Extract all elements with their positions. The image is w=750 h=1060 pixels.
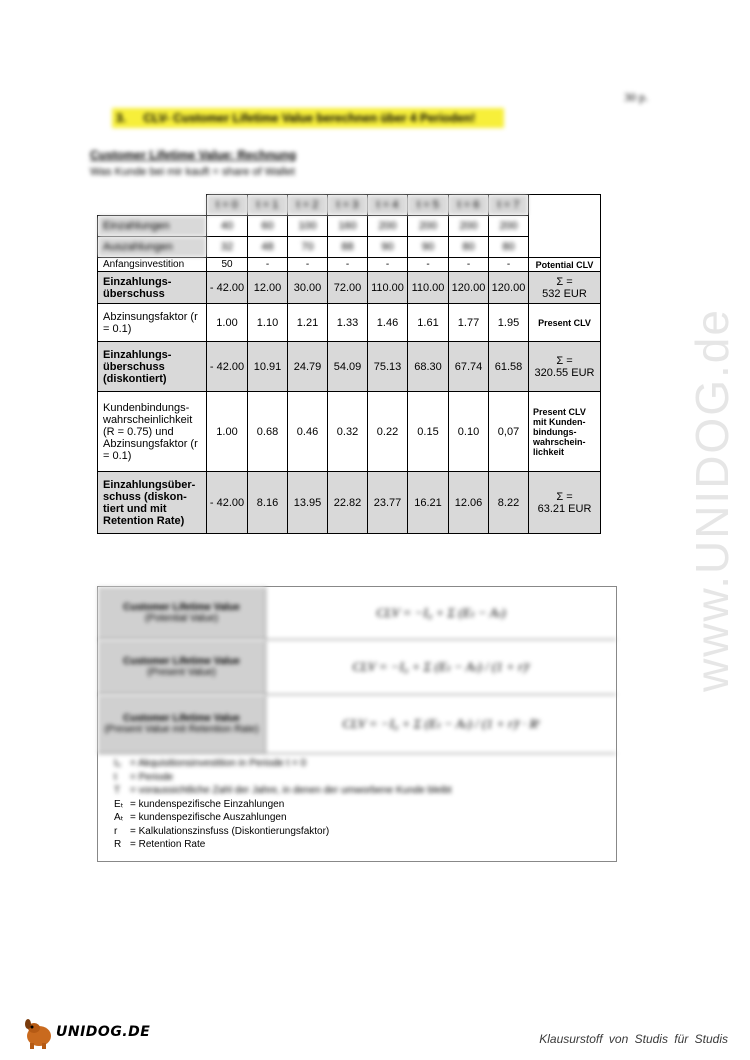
- table-row: [98, 472, 601, 534]
- period-header: t = 2: [288, 195, 328, 216]
- table-cell: 32: [207, 237, 248, 258]
- legend-text: = Kalkulationszinsfuss (Diskontierungsfaktor): [130, 825, 330, 837]
- table-cell: 60: [248, 216, 288, 237]
- table-row: [98, 342, 601, 392]
- table-cell: 100: [288, 216, 328, 237]
- table-cell: 0.68: [248, 392, 288, 472]
- table-cell: 200: [408, 216, 449, 237]
- table-cell: 10.91: [248, 342, 288, 392]
- table-cell: 0.32: [328, 392, 368, 472]
- task-title-text: CLV- Customer Lifetime Value berechnen über 4 Perioden!: [143, 111, 476, 125]
- table-cell: 40: [207, 216, 248, 237]
- table-row: [98, 258, 601, 272]
- table-row: [98, 392, 601, 472]
- formula-title: Customer Lifetime Value: [123, 656, 240, 667]
- legend-symbol: I₀: [114, 758, 121, 769]
- formula-row: [98, 587, 616, 640]
- formula-subtitle: (Present Value mit Retention Rate): [104, 724, 259, 735]
- table-cell: 1.77: [449, 304, 489, 342]
- row-label: Einzahlungs-überschuss: [98, 272, 207, 304]
- row-label: Abzinsungsfaktor (r = 0.1): [98, 304, 207, 342]
- logo-text: UNIDOG.DE: [56, 1024, 151, 1040]
- table-cell: - 42.00: [207, 272, 248, 304]
- table-cell: -: [288, 258, 328, 272]
- table-cell: 8.22: [489, 472, 529, 534]
- section-title: Customer Lifetime Value: Rechnung: [90, 148, 297, 162]
- row-label: Einzahlungen: [98, 216, 207, 237]
- formula-legend: [114, 757, 452, 852]
- formula-label: [98, 695, 266, 753]
- legend-symbol: Aₜ: [114, 812, 124, 823]
- formula-label: [98, 587, 266, 639]
- row-label: Auszahlungen: [98, 237, 207, 258]
- table-cell: 0,07: [489, 392, 529, 472]
- table-cell: 88: [328, 237, 368, 258]
- table-cell: -: [248, 258, 288, 272]
- table-cell: -: [449, 258, 489, 272]
- table-cell: 24.79: [288, 342, 328, 392]
- table-row: [98, 304, 601, 342]
- table-cell: -: [328, 258, 368, 272]
- table-cell: 80: [449, 237, 489, 258]
- formula-equation: CLV = −I₀ + Σ (Eₜ − Aₜ) / (1 + r)ᵗ · Rᵗ: [342, 716, 540, 731]
- table-cell: 13.95: [288, 472, 328, 534]
- table-cell: 23.77: [368, 472, 408, 534]
- period-header: t = 3: [328, 195, 368, 216]
- table-cell: 110.00: [408, 272, 449, 304]
- table-cell: 22.82: [328, 472, 368, 534]
- legend-symbol: R: [114, 839, 122, 850]
- period-header: t = 5: [408, 195, 449, 216]
- legend-text: = Periode: [130, 771, 174, 783]
- legend-item: [114, 825, 452, 839]
- table-cell: 1.10: [248, 304, 288, 342]
- table-cell: 8.16: [248, 472, 288, 534]
- corner-cell: [98, 195, 207, 216]
- table-cell: 1.95: [489, 304, 529, 342]
- table-cell: 0.46: [288, 392, 328, 472]
- row-label: Kundenbindungs-wahrscheinlichkeit (R = 0.75) und Abzinsungsfaktor (r = 0.1): [98, 392, 207, 472]
- table-cell: 48: [248, 237, 288, 258]
- row-label: Einzahlungsüber-schuss (diskon-tiert und mit Retention Rate): [98, 472, 207, 534]
- task-title: [112, 108, 504, 128]
- row-label: Anfangsinvestition: [98, 258, 207, 272]
- legend-item: [114, 798, 452, 812]
- sum-symbol: Σ =: [556, 490, 573, 503]
- table-cell: 1.00: [207, 392, 248, 472]
- table-cell: 1.33: [328, 304, 368, 342]
- legend-symbol: Eₜ: [114, 798, 124, 810]
- formula-subtitle: (Present Value): [147, 667, 216, 678]
- table-row: [98, 272, 601, 304]
- table-cell: 120.00: [489, 272, 529, 304]
- period-header: t = 1: [248, 195, 288, 216]
- table-cell: 68.30: [408, 342, 449, 392]
- table-cell: -: [489, 258, 529, 272]
- legend-symbol: t: [114, 771, 117, 783]
- note-cell: Present CLV: [529, 304, 601, 342]
- sum-symbol: Σ =: [556, 275, 573, 288]
- sum-cell: [529, 272, 601, 304]
- footer-tagline: Klausurstoff von Studis für Studis: [539, 1032, 728, 1046]
- table-cell: 80: [489, 237, 529, 258]
- sum-cell: [529, 342, 601, 392]
- period-header: t = 4: [368, 195, 408, 216]
- table-cell: 0.15: [408, 392, 449, 472]
- period-header-row: [98, 195, 601, 216]
- formula-row: [98, 695, 616, 754]
- table-cell: 1.61: [408, 304, 449, 342]
- legend-text: = voraussichtliche Zahl der Jahre, in denen der umworbene Kunde bleibt: [130, 785, 452, 796]
- table-cell: 90: [368, 237, 408, 258]
- period-header: t = 7: [489, 195, 529, 216]
- sum-cell: [529, 472, 601, 534]
- table-cell: 1.46: [368, 304, 408, 342]
- table-row: [98, 237, 601, 258]
- table-cell: 0.22: [368, 392, 408, 472]
- legend-item: [114, 757, 452, 771]
- points-label: 30 p.: [624, 90, 648, 104]
- table-cell: - 42.00: [207, 472, 248, 534]
- legend-item: [114, 771, 452, 785]
- table-cell: 12.00: [248, 272, 288, 304]
- formula-equation: CLV = −I₀ + Σ (Eₜ − Aₜ) / (1 + r)ᵗ: [352, 659, 530, 674]
- legend-symbol: T: [114, 785, 121, 796]
- note-cell: Potential CLV: [529, 258, 601, 272]
- legend-item: [114, 784, 452, 798]
- sum-value: 320.55 EUR: [534, 366, 595, 379]
- table-cell: 72.00: [328, 272, 368, 304]
- table-cell: 160: [328, 216, 368, 237]
- sum-value: 532 EUR: [542, 287, 587, 300]
- legend-text: = kundenspezifische Auszahlungen: [130, 812, 287, 823]
- formula-box: [97, 586, 617, 862]
- table-cell: 120.00: [449, 272, 489, 304]
- period-header: t = 0: [207, 195, 248, 216]
- table-cell: 200: [489, 216, 529, 237]
- section-subtitle: Was Kunde bei mir kauft = share of Wallet: [90, 166, 295, 178]
- table-cell: -: [408, 258, 449, 272]
- blank-note-cell: [529, 195, 601, 258]
- legend-symbol: r: [114, 825, 118, 837]
- watermark: www.UNIDOG.de: [686, 308, 738, 692]
- formula-subtitle: (Potential Value): [144, 613, 219, 624]
- table-cell: 70: [288, 237, 328, 258]
- table-cell: 16.21: [408, 472, 449, 534]
- formula-title: Customer Lifetime Value: [123, 713, 240, 724]
- table-cell: 54.09: [328, 342, 368, 392]
- table-cell: 200: [368, 216, 408, 237]
- formula-row: [98, 640, 616, 695]
- table-cell: 1.21: [288, 304, 328, 342]
- legend-text: = kundenspezifische Einzahlungen: [130, 798, 285, 810]
- formula-title: Customer Lifetime Value: [123, 602, 240, 613]
- legend-item: [114, 811, 452, 825]
- table-cell: 200: [449, 216, 489, 237]
- task-number: 3.: [116, 111, 127, 125]
- clv-table: [97, 194, 601, 534]
- table-cell: -: [368, 258, 408, 272]
- table-cell: 67.74: [449, 342, 489, 392]
- formula-label: [98, 640, 266, 694]
- table-cell: 30.00: [288, 272, 328, 304]
- legend-text: = Akquisitionsinvestition in Periode t = 0: [130, 758, 307, 769]
- table-cell: - 42.00: [207, 342, 248, 392]
- legend-item: [114, 838, 452, 852]
- period-header: t = 6: [449, 195, 489, 216]
- table-cell: 0.10: [449, 392, 489, 472]
- row-label: Einzahlungs-überschuss (diskontiert): [98, 342, 207, 392]
- table-cell: 90: [408, 237, 449, 258]
- table-cell: 1.00: [207, 304, 248, 342]
- table-cell: 75.13: [368, 342, 408, 392]
- sum-value: 63.21 EUR: [537, 502, 592, 515]
- sum-symbol: Σ =: [556, 354, 573, 367]
- table-cell: 61.58: [489, 342, 529, 392]
- table-cell: 110.00: [368, 272, 408, 304]
- table-cell: 50: [207, 258, 248, 272]
- legend-text: = Retention Rate: [130, 839, 206, 850]
- note-cell: Present CLV mit Kunden-bindungs-wahrschein-lichkeit: [529, 392, 601, 472]
- formula-equation: CLV = −I₀ + Σ (Eₜ − Aₜ): [376, 605, 506, 620]
- table-row: [98, 216, 601, 237]
- table-cell: 12.06: [449, 472, 489, 534]
